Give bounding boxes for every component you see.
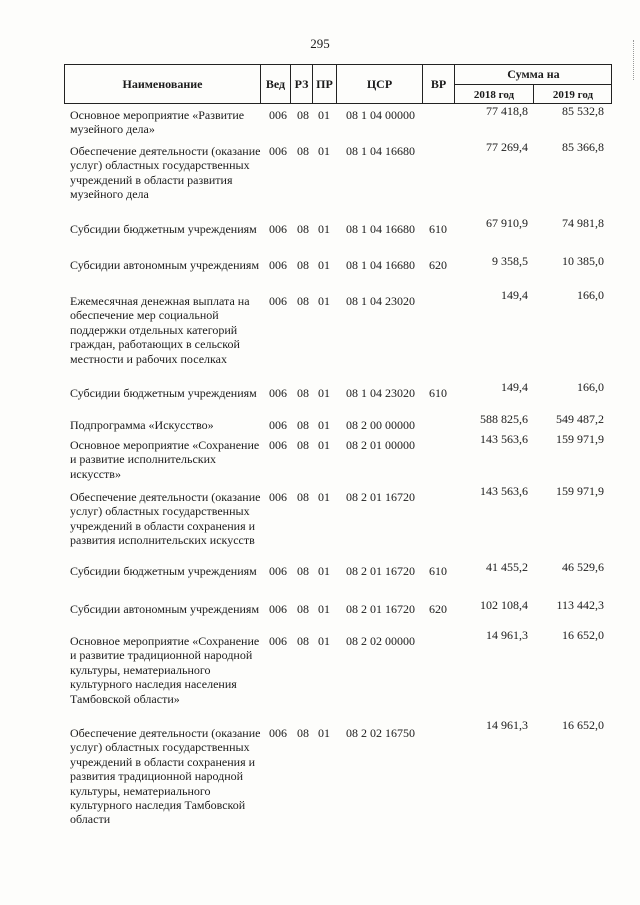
cell-name: Обеспечение деятельности (оказание услуг) областных государственных учреждений в области сохранения и развития исполнительских искусств (70, 490, 261, 548)
cell-rz: 08 (297, 490, 309, 504)
cell-name: Субсидии бюджетным учреждениям (70, 386, 257, 400)
cell-csr: 08 2 01 16720 (346, 490, 415, 504)
cell-csr: 08 1 04 23020 (346, 294, 415, 308)
cell-csr: 08 2 02 00000 (346, 634, 415, 648)
cell-s18: 143 563,6 (480, 484, 528, 498)
cell-s18: 149,4 (501, 288, 528, 302)
header-csr: ЦСР (337, 65, 423, 103)
cell-pr: 01 (318, 602, 330, 616)
cell-name: Основное мероприятие «Развитие музейного дела» (70, 108, 245, 137)
cell-s18: 14 961,3 (486, 628, 528, 642)
cell-s19: 113 442,3 (556, 598, 604, 612)
cell-s19: 159 971,9 (556, 484, 604, 498)
cell-csr: 08 2 00 00000 (346, 418, 415, 432)
cell-ved: 006 (269, 294, 287, 308)
header-vr: ВР (423, 65, 455, 103)
header-rz: РЗ (291, 65, 313, 103)
cell-rz: 08 (297, 386, 309, 400)
cell-s19: 46 529,6 (562, 560, 604, 574)
cell-csr: 08 2 01 16720 (346, 602, 415, 616)
cell-s18: 41 455,2 (486, 560, 528, 574)
cell-ved: 006 (269, 144, 287, 158)
cell-rz: 08 (297, 564, 309, 578)
cell-csr: 08 1 04 16680 (346, 222, 415, 236)
cell-s18: 149,4 (501, 380, 528, 394)
cell-pr: 01 (318, 222, 330, 236)
cell-vr: 610 (429, 564, 447, 578)
header-sum: Сумма на (455, 65, 612, 85)
cell-name: Субсидии автономным учреждениям (70, 258, 260, 272)
cell-s19: 166,0 (577, 380, 604, 394)
cell-name: Подпрограмма «Искусство» (70, 418, 214, 432)
cell-ved: 006 (269, 438, 287, 452)
scan-edge-marks (633, 40, 636, 80)
cell-rz: 08 (297, 418, 309, 432)
cell-pr: 01 (318, 726, 330, 740)
cell-rz: 08 (297, 438, 309, 452)
page-number: 295 (310, 36, 330, 51)
cell-vr: 620 (429, 258, 447, 272)
cell-pr: 01 (318, 294, 330, 308)
cell-s19: 159 971,9 (556, 432, 604, 446)
header-name: Наименование (65, 65, 261, 103)
cell-s18: 14 961,3 (486, 718, 528, 732)
cell-ved: 006 (269, 386, 287, 400)
cell-name: Обеспечение деятельности (оказание услуг) областных государственных учреждений в области развития музейного дела (70, 144, 261, 202)
cell-pr: 01 (318, 418, 330, 432)
cell-name: Ежемесячная денежная выплата на обеспечение мер социальной поддержки отдельных категорий граждан, работающих в сельской местности и рабочих поселках (70, 294, 250, 366)
cell-s19: 16 652,0 (562, 718, 604, 732)
cell-s19: 85 366,8 (562, 140, 604, 154)
cell-s19: 85 532,8 (562, 104, 604, 118)
cell-csr: 08 2 01 16720 (346, 564, 415, 578)
cell-s18: 102 108,4 (480, 598, 528, 612)
cell-rz: 08 (297, 258, 309, 272)
cell-rz: 08 (297, 602, 309, 616)
cell-ved: 006 (269, 108, 287, 122)
cell-csr: 08 2 01 00000 (346, 438, 415, 452)
cell-s18: 9 358,5 (492, 254, 528, 268)
cell-s18: 143 563,6 (480, 432, 528, 446)
cell-s18: 77 418,8 (486, 104, 528, 118)
cell-name: Субсидии бюджетным учреждениям (70, 222, 257, 236)
cell-pr: 01 (318, 564, 330, 578)
cell-s18: 77 269,4 (486, 140, 528, 154)
cell-s19: 166,0 (577, 288, 604, 302)
cell-ved: 006 (269, 602, 287, 616)
cell-ved: 006 (269, 490, 287, 504)
cell-pr: 01 (318, 438, 330, 452)
cell-name: Основное мероприятие «Сохранение и развитие традиционной народной культуры, нематериального культурного наследия населения Тамбовской области» (70, 634, 260, 706)
cell-rz: 08 (297, 634, 309, 648)
cell-pr: 01 (318, 386, 330, 400)
cell-pr: 01 (318, 634, 330, 648)
cell-rz: 08 (297, 222, 309, 236)
header-2018: 2018 год (455, 85, 534, 104)
cell-csr: 08 2 02 16750 (346, 726, 415, 740)
cell-s19: 10 385,0 (562, 254, 604, 268)
cell-pr: 01 (318, 144, 330, 158)
cell-ved: 006 (269, 726, 287, 740)
header-2019: 2019 год (552, 88, 594, 101)
cell-ved: 006 (269, 564, 287, 578)
cell-pr: 01 (318, 108, 330, 122)
cell-name: Субсидии автономным учреждениям (70, 602, 260, 616)
cell-ved: 006 (269, 258, 287, 272)
cell-rz: 08 (297, 144, 309, 158)
cell-csr: 08 1 04 16680 (346, 144, 415, 158)
cell-csr: 08 1 04 00000 (346, 108, 415, 122)
cell-pr: 01 (318, 258, 330, 272)
cell-s19: 16 652,0 (562, 628, 604, 642)
cell-s19: 549 487,2 (556, 412, 604, 426)
cell-ved: 006 (269, 222, 287, 236)
cell-rz: 08 (297, 726, 309, 740)
cell-ved: 006 (269, 634, 287, 648)
cell-s18: 67 910,9 (486, 216, 528, 230)
cell-csr: 08 1 04 23020 (346, 386, 415, 400)
cell-csr: 08 1 04 16680 (346, 258, 415, 272)
cell-rz: 08 (297, 108, 309, 122)
cell-rz: 08 (297, 294, 309, 308)
cell-ved: 006 (269, 418, 287, 432)
header-ved: Вед (261, 65, 291, 103)
cell-vr: 610 (429, 386, 447, 400)
cell-vr: 610 (429, 222, 447, 236)
cell-vr: 620 (429, 602, 447, 616)
cell-name: Основное мероприятие «Сохранение и развитие исполнительских искусств» (70, 438, 260, 481)
cell-name: Обеспечение деятельности (оказание услуг) областных государственных учреждений в области сохранения и развития традиционной народной культуры, нематериального культурного наследия Тамбовской области (70, 726, 261, 827)
table-header (64, 64, 612, 104)
cell-s19: 74 981,8 (562, 216, 604, 230)
header-pr: ПР (313, 65, 337, 103)
cell-s18: 588 825,6 (480, 412, 528, 426)
cell-pr: 01 (318, 490, 330, 504)
cell-name: Субсидии бюджетным учреждениям (70, 564, 257, 578)
